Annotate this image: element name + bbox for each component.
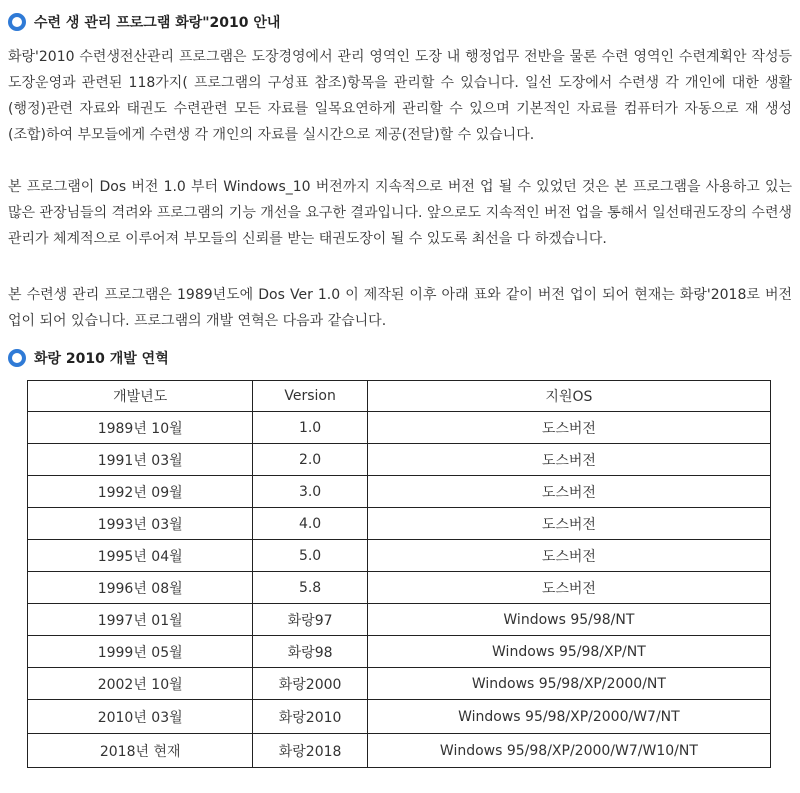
cell-year: 1991년 03월	[28, 444, 253, 476]
cell-version: 3.0	[253, 476, 367, 508]
cell-year: 2018년 현재	[28, 734, 253, 768]
cell-year: 2010년 03월	[28, 700, 253, 734]
cell-year: 2002년 10월	[28, 668, 253, 700]
circle-bullet-icon	[8, 349, 26, 367]
cell-version: 4.0	[253, 508, 367, 540]
section-title: 수련 생 관리 프로그램 화랑"2010 안내	[34, 15, 281, 31]
table-row	[28, 476, 771, 508]
header-version: Version	[253, 381, 367, 412]
cell-os: Windows 95/98/XP/NT	[367, 636, 770, 668]
table-row	[28, 572, 771, 604]
cell-os: 도스버전	[367, 444, 770, 476]
cell-os: 도스버전	[367, 540, 770, 572]
table-row	[28, 668, 771, 700]
cell-year: 1993년 03월	[28, 508, 253, 540]
cell-year: 1999년 05월	[28, 636, 253, 668]
cell-year: 1996년 08월	[28, 572, 253, 604]
cell-os: Windows 95/98/XP/2000/NT	[367, 668, 770, 700]
cell-os: Windows 95/98/NT	[367, 604, 770, 636]
table-row	[28, 444, 771, 476]
cell-version: 화랑97	[253, 604, 367, 636]
cell-year: 1997년 01월	[28, 604, 253, 636]
circle-bullet-icon	[8, 13, 26, 31]
table-row	[28, 508, 771, 540]
version-paragraph: 본 프로그램이 Dos 버전 1.0 부터 Windows_10 버전까지 지속적으로 버전 업 될 수 있었던 것은 본 프로그램을 사용하고 있는 많은 관장님들의 격려와 프로그램의 기능 개선을 요구한 결과입니다. 앞으로도 지속적인 버전 업을 통해서 일선태권도장의 수련생 관리가 체계적으로 이루어져 부모들의 신뢰를 받는 태권도장이 될 수 있도록 최선을 다 하겠습니다.	[8, 179, 792, 247]
intro-paragraph: 화랑'2010 수련생전산관리 프로그램은 도장경영에서 관리 영역인 도장 내 행정업무 전반을 물론 수련 영역인 수련계획안 작성등 도장운영과 관련된 118가지( 프로그램의 구성표 참조)항목을 관리할 수 있습니다. 일선 도장에서 수련생 각 개인에 대한 생활(행정)관련 자료와 태권도 수련관련 모든 자료를 일목요연하게 관리할 수 있으며 기본적인 자료를 컴퓨터가 자동으로 재 생성(조합)하여 부모들에게 수련생 각 개인의 자료를 실시간으로 제공(전달)할 수 있습니다.	[8, 49, 792, 143]
table-row	[28, 700, 771, 734]
section-heading-guide	[8, 12, 280, 32]
cell-year: 1992년 09월	[28, 476, 253, 508]
cell-version: 화랑98	[253, 636, 367, 668]
cell-os: Windows 95/98/XP/2000/W7/W10/NT	[367, 734, 770, 768]
table-row	[28, 604, 771, 636]
cell-os: 도스버전	[367, 572, 770, 604]
cell-version: 5.0	[253, 540, 367, 572]
table-header-row	[28, 381, 771, 412]
section-heading-history	[8, 348, 169, 368]
table-row	[28, 636, 771, 668]
cell-version: 5.8	[253, 572, 367, 604]
header-year: 개발년도	[28, 381, 253, 412]
table-row	[28, 734, 771, 768]
history-intro-paragraph: 본 수련생 관리 프로그램은 1989년도에 Dos Ver 1.0 이 제작된 이후 아래 표와 같이 버전 업이 되어 현재는 화랑'2018로 버전 업이 되어 있습니다. 프로그램의 개발 연혁은 다음과 같습니다.	[8, 287, 792, 329]
header-os: 지원OS	[367, 381, 770, 412]
development-history-table	[27, 380, 771, 768]
cell-os: 도스버전	[367, 508, 770, 540]
cell-version: 2.0	[253, 444, 367, 476]
table-row	[28, 412, 771, 444]
cell-os: Windows 95/98/XP/2000/W7/NT	[367, 700, 770, 734]
cell-os: 도스버전	[367, 476, 770, 508]
cell-version: 1.0	[253, 412, 367, 444]
cell-os: 도스버전	[367, 412, 770, 444]
cell-year: 1995년 04월	[28, 540, 253, 572]
cell-version: 화랑2018	[253, 734, 367, 768]
cell-version: 화랑2000	[253, 668, 367, 700]
table-row	[28, 540, 771, 572]
cell-version: 화랑2010	[253, 700, 367, 734]
cell-year: 1989년 10월	[28, 412, 253, 444]
section-title: 화랑 2010 개발 연혁	[34, 351, 169, 367]
